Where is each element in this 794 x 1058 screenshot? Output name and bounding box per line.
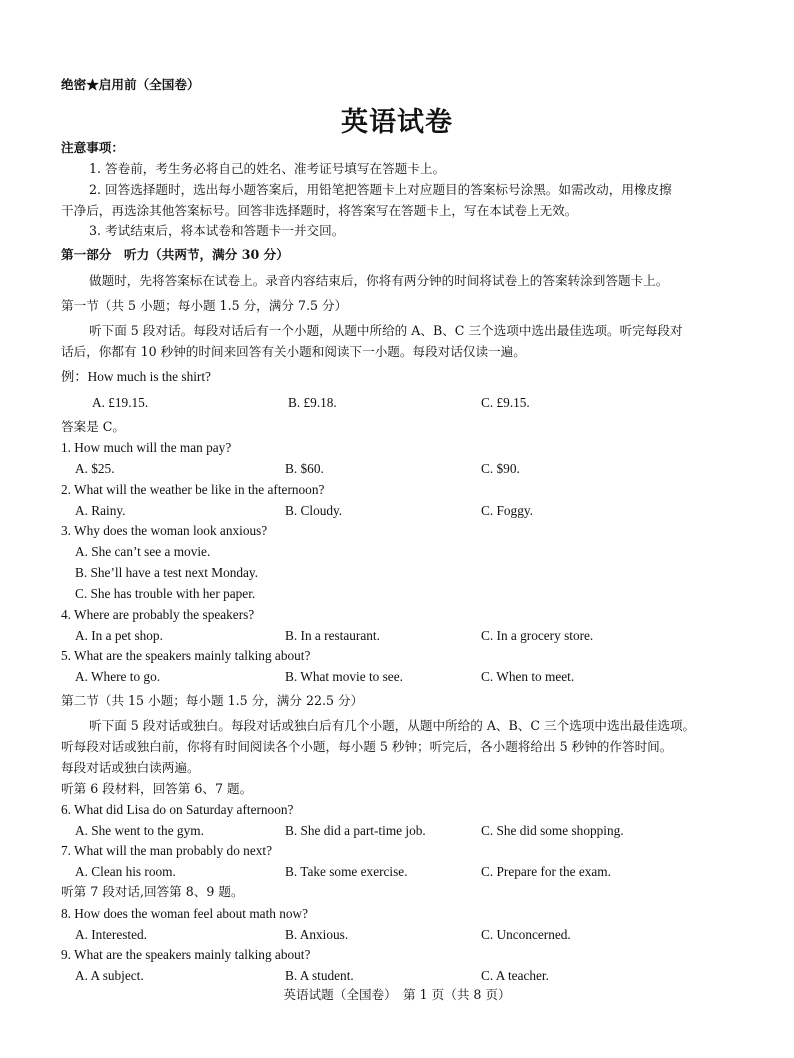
option-a: A. Where to go. xyxy=(75,669,161,684)
question: 7. What will the man probably do next? xyxy=(61,843,272,858)
option-b: B. $60. xyxy=(285,461,324,476)
option-b: B. She’ll have a test next Monday. xyxy=(75,565,259,580)
option-b: B. Cloudy. xyxy=(285,503,343,518)
example-question: 例：How much is the shirt? xyxy=(61,369,211,384)
material-prompt: 听第 6 段材料，回答第 6、7 题。 xyxy=(61,781,253,796)
confidential-label: 绝密★启用前（全国卷） xyxy=(61,77,200,92)
question: 2. What will the weather be like in the afternoon? xyxy=(61,482,325,497)
notes-heading: 注意事项： xyxy=(61,140,124,155)
option-c: C. In a grocery store. xyxy=(481,628,594,643)
question: 4. Where are probably the speakers? xyxy=(61,607,255,622)
question: 5. What are the speakers mainly talking about? xyxy=(61,648,311,663)
option-b: B. What movie to see. xyxy=(285,669,403,684)
option-a: A. In a pet shop. xyxy=(75,628,163,643)
option-c: C. When to meet. xyxy=(481,669,575,684)
option-b: B. Anxious. xyxy=(285,927,349,942)
question: 3. Why does the woman look anxious? xyxy=(61,523,268,538)
material-prompt: 听第 7 段对话,回答第 8、9 题。 xyxy=(61,884,244,899)
section1-instruction: 话后，你都有 10 秒钟的时间来回答有关小题和阅读下一小题。每段对话仅读一遍。 xyxy=(61,344,526,359)
option-c: C. Foggy. xyxy=(481,503,533,518)
option-c: C. She did some shopping. xyxy=(481,823,624,838)
page-footer: 英语试题（全国卷） 第 1 页（共 8 页） xyxy=(283,987,511,1002)
option-b: B. A student. xyxy=(285,968,354,983)
option-a: A. She went to the gym. xyxy=(75,823,204,838)
option-a: A. She can’t see a movie. xyxy=(75,544,211,559)
option-a: A. Clean his room. xyxy=(75,864,176,879)
section1-heading: 第一节（共 5 小题；每小题 1.5 分，满分 7.5 分） xyxy=(61,298,348,313)
option-a: A. $25. xyxy=(75,461,115,476)
option-b: B. She did a part-time job. xyxy=(285,823,426,838)
part1-intro: 做题时，先将答案标在试卷上。录音内容结束后，你将有两分钟的时间将试卷上的答案转涂到答题卡上。 xyxy=(89,273,669,288)
option-a: A. Rainy. xyxy=(75,503,126,518)
option-c: C. She has trouble with her paper. xyxy=(75,586,256,601)
example-option-a: A. £19.15. xyxy=(92,395,149,410)
option-b: B. Take some exercise. xyxy=(285,864,408,879)
example-option-c: C. £9.15. xyxy=(481,395,530,410)
section2-heading: 第二节（共 15 小题；每小题 1.5 分，满分 22.5 分） xyxy=(61,693,364,708)
option-c: C. Unconcerned. xyxy=(481,927,571,942)
option-b: B. In a restaurant. xyxy=(285,628,380,643)
example-option-b: B. £9.18. xyxy=(288,395,337,410)
option-c: C. A teacher. xyxy=(481,968,549,983)
section2-instruction: 每段对话或独白读两遍。 xyxy=(61,760,200,775)
notes-item: 干净后，再选涂其他答案标号。回答非选择题时，将答案写在答题卡上，写在本试卷上无效。 xyxy=(61,203,578,218)
question: 1. How much will the man pay? xyxy=(61,440,232,455)
notes-item: 2. 回答选择题时，选出每小题答案后，用铅笔把答题卡上对应题目的答案标号涂黑。如需改动，用橡皮擦 xyxy=(89,182,672,197)
option-c: C. Prepare for the exam. xyxy=(481,864,611,879)
part1-heading: 第一部分 听力（共两节，满分 30 分） xyxy=(61,247,289,262)
section2-instruction: 听下面 5 段对话或独白。每段对话或独白后有几个小题，从题中所给的 A、B、C 三个选项中选出最佳选项。 xyxy=(89,718,696,733)
notes-item: 3. 考试结束后，将本试卷和答题卡一并交回。 xyxy=(89,223,345,238)
option-a: A. Interested. xyxy=(75,927,147,942)
question: 6. What did Lisa do on Saturday afternoon? xyxy=(61,802,294,817)
page-title: 英语试卷 xyxy=(341,107,453,138)
question: 8. How does the woman feel about math now? xyxy=(61,906,309,921)
question: 9. What are the speakers mainly talking about? xyxy=(61,947,311,962)
option-c: C. $90. xyxy=(481,461,520,476)
section2-instruction: 听每段对话或独白前，你将有时间阅读各个小题，每小题 5 秒钟；听完后，各小题将给出 5 秒钟的作答时间。 xyxy=(61,739,673,754)
notes-item: 1. 答卷前，考生务必将自己的姓名、准考证号填写在答题卡上。 xyxy=(89,161,446,176)
example-answer: 答案是 C。 xyxy=(61,419,126,434)
section1-instruction: 听下面 5 段对话。每段对话后有一个小题，从题中所给的 A、B、C 三个选项中选出最佳选项。听完每段对 xyxy=(89,323,683,338)
option-a: A. A subject. xyxy=(75,968,144,983)
